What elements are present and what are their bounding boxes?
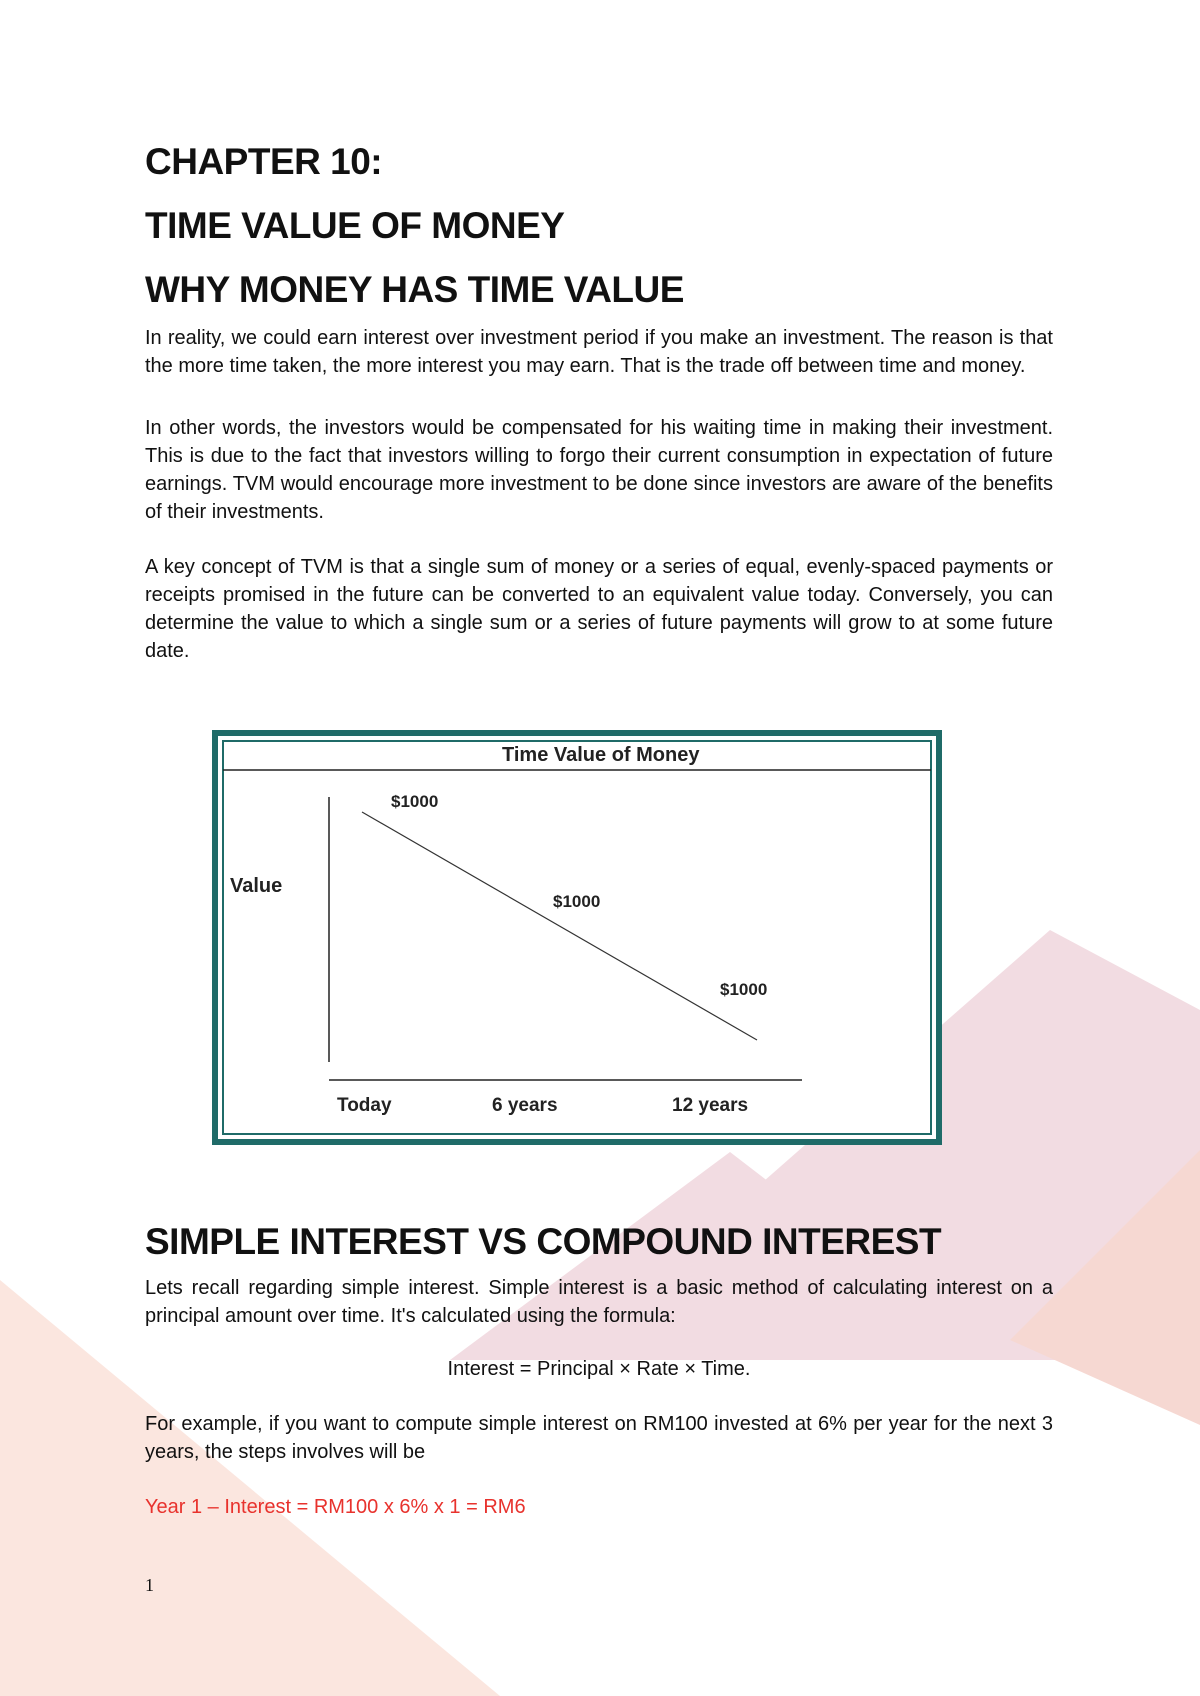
lower-content (145, 1220, 1053, 1521)
figure-point-label-2: $1000 (553, 892, 601, 911)
figure-x-tick-6-years: 6 years (492, 1095, 558, 1116)
figure-y-label: Value (230, 875, 283, 897)
chapter-title: TIME VALUE OF MONEY (145, 205, 565, 246)
figure-point-label-3: $1000 (720, 980, 768, 999)
figure-point-label-1: $1000 (391, 792, 439, 811)
chapter-label: CHAPTER 10: (145, 141, 383, 182)
paragraph-2: In other words, the investors would be compensated for his waiting time in making their investment. This is due to the fact that investors willing to forgo their current consumption in expectation of future earnings. TVM would encourage more investment to be done since investors are aware of the benefits of their investments. (145, 417, 1053, 523)
page-number: 1 (145, 1575, 154, 1595)
section-heading-simple-vs-compound: SIMPLE INTEREST VS COMPOUND INTEREST (145, 1221, 942, 1262)
figure-x-tick-12-years: 12 years (672, 1095, 749, 1116)
paragraph-simple-interest-intro: Lets recall regarding simple interest. Simple interest is a basic method of calculating interest on a principal amount over time. It's calculated using the formula: (145, 1277, 1053, 1327)
time-value-figure (212, 730, 942, 1145)
paragraph-example: For example, if you want to compute simple interest on RM100 invested at 6% per year for the next 3 years, the steps involves will be (145, 1413, 1053, 1463)
example-year-1-line: Year 1 – Interest = RM100 x 6% x 1 = RM6 (145, 1496, 526, 1518)
figure-x-tick-today: Today (337, 1095, 392, 1116)
section-heading-why-money: WHY MONEY HAS TIME VALUE (145, 269, 684, 310)
paragraph-3: A key concept of TVM is that a single sum of money or a series of equal, evenly-spaced payments or receipts promised in the future can be converted to an equivalent value today. Conversely, you can determine the value to which a single sum or a series of future payments will grow to at some future date. (145, 556, 1053, 662)
page-content (145, 140, 1053, 665)
figure-title: Time Value of Money (502, 744, 700, 766)
figure-svg (212, 730, 942, 1145)
simple-interest-formula: Interest = Principal × Rate × Time. (447, 1358, 751, 1380)
paragraph-1: In reality, we could earn interest over investment period if you make an investment. The reason is that the more time taken, the more interest you may earn. That is the trade off between time and money. (145, 327, 1053, 377)
